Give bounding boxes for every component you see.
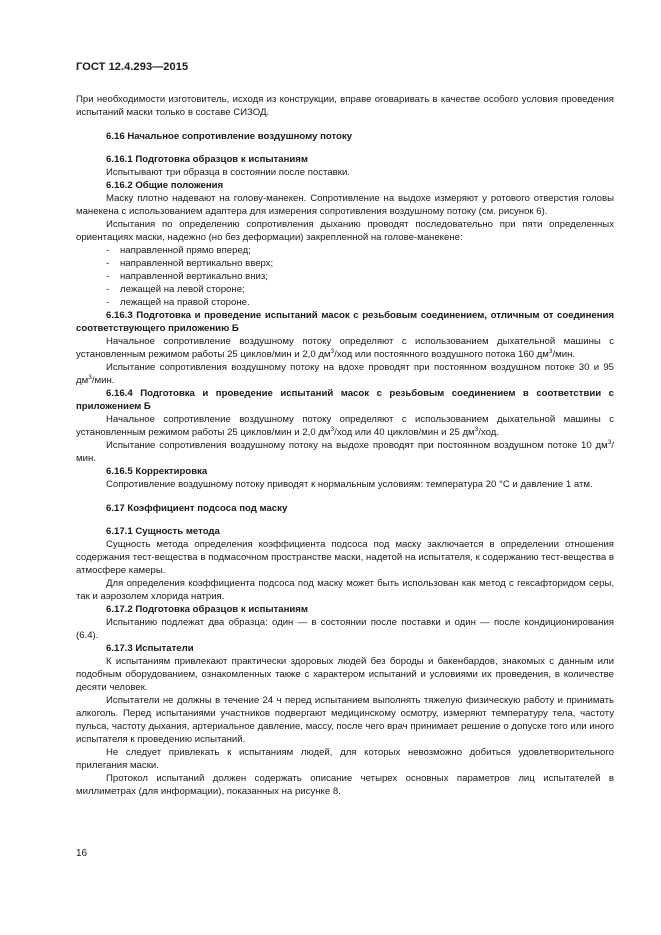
list-item-text: направленной прямо вперед; xyxy=(120,245,251,256)
text-run: /ход или 40 циклов/мин и 25 дм xyxy=(334,427,475,438)
text-run: Испытание сопротивления воздушному потоку на вдохе проводят при постоянном воздушном потоке 30 и 95 дм xyxy=(76,362,614,386)
paragraph: Маску плотно надевают на голову-манекен. Сопротивление на выдохе измеряют у ротового отверстия головы манекена с использованием адаптера для измерения сопротивления воздушному потоку (см. рисунок 6). xyxy=(76,193,614,217)
text-run: /ход или постоянного воздушного потока 160 дм xyxy=(334,349,549,360)
text-run: /ход. xyxy=(478,427,500,438)
paragraph: Испытатели не должны в течение 24 ч перед испытанием выполнять тяжелую физическую работу и принимать алкоголь. Перед испытаниями участников подвергают медицинскому осмотру, измеряют температуру тела, частоту пульса, частоту дыхания, артериальное давление, массу, после чего врач принимает решение о допуске того или иного испытателя к проведению испытаний. xyxy=(76,695,614,745)
paragraph: Протокол испытаний должен содержать описание четырех основных параметров лиц испытателей в миллиметрах (для информации), показанных на рисунке 8. xyxy=(76,773,614,797)
paragraph: Испытанию подлежат два образца: один — в состоянии после поставки и один — после кондиционирования (6.4). xyxy=(76,617,614,641)
list-dash: - xyxy=(106,245,110,256)
list-item-text: лежащей на левой стороне; xyxy=(120,284,245,295)
paragraph: Сущность метода определения коэффициента подсоса под маску заключается в определении отношения содержания тест-вещества в подмасочном пространстве маски, надетой на испытателя, к содержанию тест-вещества в атмосфере камеры. xyxy=(76,539,614,576)
list-item-text: направленной вертикально вниз; xyxy=(120,271,268,282)
list-dash: - xyxy=(106,271,110,282)
subsection-6-17-2-heading: 6.17.2 Подготовка образцов к испытаниям xyxy=(106,604,308,615)
list-item xyxy=(76,270,614,283)
superscript: 3 xyxy=(330,426,335,433)
superscript: 3 xyxy=(474,426,479,433)
text-run: /мин. xyxy=(76,440,614,464)
paragraph xyxy=(76,439,614,465)
paragraph: К испытаниям привлекают практически здоровых людей без бороды и бакенбардов, знакомых с данным или подобным оборудованием, ознакомленных также с характером испытаний и условиями их проведения, в количестве десяти человек. xyxy=(76,656,614,693)
text-run: /мин. xyxy=(552,349,576,360)
list-item xyxy=(76,244,614,257)
list-item-text: направленной вертикально вверх; xyxy=(120,258,274,269)
section-6-16-heading: 6.16 Начальное сопротивление воздушному потоку xyxy=(106,131,353,142)
list-item xyxy=(76,283,614,296)
list-item xyxy=(76,257,614,270)
superscript: 3 xyxy=(330,348,335,355)
superscript: 3 xyxy=(88,374,92,381)
paragraph: Испытывают три образца в состоянии после поставки. xyxy=(106,167,350,178)
subsection-6-16-4-heading: 6.16.4 Подготовка и проведение испытаний масок с резьбовым соединением в соответствии с приложением Б xyxy=(76,388,614,412)
paragraph: Испытания по определению сопротивления дыханию проводят последовательно при пяти определенных ориентациях маски, надежно (но без деформации) закрепленной на голове-манекене: xyxy=(76,219,614,243)
list-dash: - xyxy=(106,258,110,269)
text-run: Испытание сопротивления воздушному потоку на выдохе проводят при постоянном воздушном потоке 10 дм xyxy=(106,440,608,451)
subsection-6-16-3-heading: 6.16.3 Подготовка и проведение испытаний масок с резьбовым соединением, отличным от соединения соответствующего приложению Б xyxy=(76,310,614,334)
list-dash: - xyxy=(106,297,110,308)
subsection-6-16-1-heading: 6.16.1 Подготовка образцов к испытаниям xyxy=(106,154,308,165)
paragraph: Сопротивление воздушному потоку приводят к нормальным условиям: температура 20 °С и давление 1 атм. xyxy=(106,479,593,490)
subsection-6-16-5-heading: 6.16.5 Корректировка xyxy=(106,466,208,477)
page-number: 16 xyxy=(76,848,88,859)
text-run: Начальное сопротивление воздушному потоку определяют с использованием дыхательной машины с установленным режимом работы 25 циклов/мин и 2,0 дм xyxy=(76,336,614,360)
paragraph xyxy=(76,335,614,361)
superscript: 3 xyxy=(548,348,553,355)
list-dash: - xyxy=(106,284,110,295)
subsection-6-16-2-heading: 6.16.2 Общие положения xyxy=(106,180,224,191)
paragraph: Не следует привлекать к испытаниям людей, для которых невозможно добиться удовлетворительного прилегания маски. xyxy=(76,747,614,771)
list-item-text: лежащей на правой стороне. xyxy=(120,297,250,308)
document-header: ГОСТ 12.4.293—2015 xyxy=(76,61,189,73)
section-6-17-heading: 6.17 Коэффициент подсоса под маску xyxy=(106,503,288,514)
paragraph xyxy=(76,413,614,439)
text-run: /мин. xyxy=(91,375,115,386)
superscript: 3 xyxy=(607,439,612,446)
intro-paragraph: При необходимости изготовитель, исходя из конструкции, вправе оговаривать в качестве особого условия проведения испытаний маски только в составе СИЗОД. xyxy=(76,94,614,118)
paragraph: Для определения коэффициента подсоса под маску может быть использован как метод с гексафторидом серы, так и аэрозолем хлорида натрия. xyxy=(76,578,614,602)
paragraph xyxy=(76,361,614,387)
list-item xyxy=(76,296,614,309)
document-body xyxy=(76,93,614,798)
text-run: Начальное сопротивление воздушному потоку определяют с использованием дыхательной машины с установленным режимом работы 25 циклов/мин и 2,0 дм xyxy=(76,414,614,438)
subsection-6-17-1-heading: 6.17.1 Сущность метода xyxy=(106,526,220,537)
subsection-6-17-3-heading: 6.17.3 Испытатели xyxy=(106,643,194,654)
